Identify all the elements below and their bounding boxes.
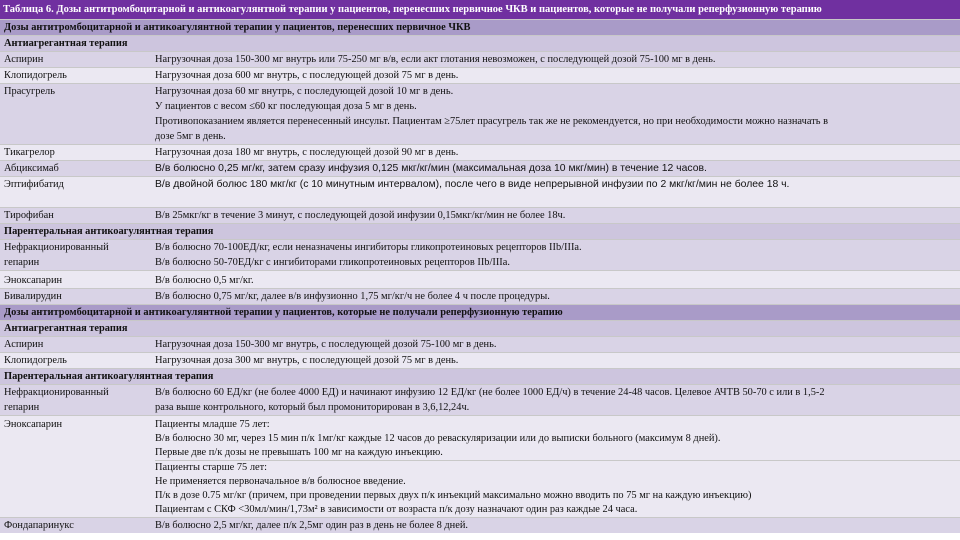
subsection-parenteral — [0, 223, 960, 239]
drug-name: Аспирин — [4, 54, 44, 65]
table-row — [0, 160, 960, 176]
drug-name — [0, 385, 151, 415]
subsection-label: Парентеральная антикоагулянтная терапия — [4, 371, 214, 382]
table-row — [0, 270, 960, 288]
dose-line: П/к в дозе 0.75 мг/кг (причем, при проведении первых двух п/к инъекций максимально можно вводить по 75 мг на каждую инъекцию) — [155, 490, 752, 501]
dose-line: раза выше контрольного, который был промониторирован в 3,6,12,24ч. — [155, 402, 470, 413]
table-row — [0, 176, 960, 207]
drug-name: Эноксапарин — [4, 419, 63, 430]
drug-name: Тикагрелор — [4, 147, 55, 158]
dose-line: В/в болюсно 30 мг, через 15 мин п/к 1мг/кг каждые 12 часов до реваскуляризации или до выписки больного (максимум 8 дней). — [155, 433, 721, 444]
drug-dose: В/в двойной болюс 180 мкг/кг (с 10 минутным интервалом), после чего в виде непрерывной инфузии по 2 мкг/кг/мин не более 18 ч. — [155, 179, 790, 190]
dose-line: Пациентам с СКФ <30мл/мин/1,73м² в зависимости от возраста п/к дозу назначают один раз каждые 24 часа. — [155, 504, 638, 515]
drug-name-line: Нефракционированный — [4, 242, 109, 253]
subsection-label: Антиагрегантная терапия — [4, 323, 128, 334]
table-row — [0, 415, 960, 517]
dose-line: Первые две п/к дозы не превышать 100 мг на каждую инъекцию. — [155, 447, 443, 458]
dose-line: Не применяется первоначальное в/в болюсное введение. — [155, 476, 406, 487]
section-header-text: Дозы антитромбоцитарной и антикоагулянтной терапии у пациентов, перенесших первичное ЧКВ — [4, 22, 471, 33]
drug-name: Эптифибатид — [4, 179, 64, 190]
drug-dose — [151, 418, 960, 517]
drug-name: Бивалирудин — [4, 291, 62, 302]
table-row — [0, 352, 960, 368]
drug-name: Тирофибан — [4, 210, 54, 221]
drug-name: Клопидогрель — [4, 355, 67, 366]
drug-dose: В/в болюсно 2,5 мг/кг, далее п/к 2,5мг один раз в день не более 8 дней. — [155, 520, 468, 531]
section-header-pci — [0, 19, 960, 35]
dose-line: Пациенты старше 75 лет: — [155, 460, 960, 475]
drug-dose: В/в болюсно 0,25 мг/кг, затем сразу инфузия 0,125 мкг/кг/мин (максимальная доза 10 мкг/мин) в течение 12 часов. — [155, 163, 707, 174]
table-row — [0, 517, 960, 533]
drug-name-line: гепарин — [4, 402, 40, 413]
subsection-label: Антиагрегантная терапия — [4, 38, 128, 49]
drug-name — [0, 240, 151, 270]
table-row — [0, 144, 960, 160]
drug-dose — [151, 385, 960, 415]
dose-line: Противопоказанием является перенесенный инсульт. Пациентам ≥75лет прасугрель так же не рекомендуется, но при необходимости можно назначать в — [155, 116, 828, 127]
drug-dose: В/в болюсно 0,5 мг/кг. — [155, 275, 254, 286]
drug-name: Эноксапарин — [4, 275, 63, 286]
dose-line: дозе 5мг в день. — [155, 131, 226, 142]
dose-line: Пациенты младше 75 лет: — [155, 419, 270, 430]
table-row — [0, 83, 960, 144]
drug-name: Фондапаринукс — [4, 520, 74, 531]
drug-dose: Нагрузочная доза 300 мг внутрь, с последующей дозой 75 мг в день. — [155, 355, 459, 366]
subsection-antiplatelet — [0, 320, 960, 336]
drug-name: Прасугрель — [4, 86, 55, 97]
dose-line: В/в болюсно 60 ЕД/кг (не более 4000 ЕД) и начинают инфузию 12 ЕД/кг (не более 1000 ЕД/ч) в течение 24-48 часов. Целевое АЧТВ 50-70 с или в 1,5-2 — [155, 387, 825, 398]
drug-dose: Нагрузочная доза 180 мг внутрь, с последующей дозой 90 мг в день. — [155, 147, 459, 158]
dose-line: Нагрузочная доза 60 мг внутрь, с последующей дозой 10 мг в день. — [155, 86, 454, 97]
drug-name-line: гепарин — [4, 257, 40, 268]
table-row — [0, 207, 960, 223]
drug-dose: Нагрузочная доза 600 мг внутрь, с последующей дозой 75 мг в день. — [155, 70, 459, 81]
table-row — [0, 336, 960, 352]
table-row — [0, 384, 960, 415]
drug-dose: В/в 25мкг/кг в течение 3 минут, с последующей дозой инфузии 0,15мкг/кг/мин не более 18ч. — [155, 210, 566, 221]
drug-dose: Нагрузочная доза 150-300 мг внутрь, с последующей дозой 75-100 мг в день. — [155, 339, 497, 350]
table-title: Таблица 6. Дозы антитромбоцитарной и антикоагулянтной терапии у пациентов, перенесших первичное ЧКВ и пациентов, которые не получали реперфузионную терапию — [0, 0, 960, 19]
drug-dose — [151, 84, 960, 144]
drug-name: Абциксимаб — [4, 163, 59, 174]
drug-dose: Нагрузочная доза 150-300 мг внутрь или 75-250 мг в/в, если акт глотания невозможен, с последующей дозой 75-100 мг в день. — [155, 54, 716, 65]
subsection-parenteral — [0, 368, 960, 384]
table-row — [0, 239, 960, 270]
section-header-noreperfusion — [0, 304, 960, 320]
drug-dose — [151, 240, 960, 270]
table-row — [0, 288, 960, 304]
subsection-antiplatelet — [0, 35, 960, 51]
section-header-text: Дозы антитромбоцитарной и антикоагулянтной терапии у пациентов, которые не получали реперфузионную терапию — [4, 307, 563, 318]
drug-name-line: Нефракционированный — [4, 387, 109, 398]
drug-dose: В/в болюсно 0,75 мг/кг, далее в/в инфузионно 1,75 мг/кг/ч не более 4 ч после процедуры. — [155, 291, 550, 302]
drug-name: Аспирин — [4, 339, 44, 350]
dose-line: В/в болюсно 50-70ЕД/кг с ингибиторами гликопротеиновых рецепторов IIb/IIIa. — [155, 257, 510, 268]
subsection-label: Парентеральная антикоагулянтная терапия — [4, 226, 214, 237]
drug-name: Клопидогрель — [4, 70, 67, 81]
table-row — [0, 67, 960, 83]
dose-line: В/в болюсно 70-100ЕД/кг, если неназначены ингибиторы гликопротеиновых рецепторов IIb/IIIa. — [155, 242, 582, 253]
dose-line: У пациентов с весом ≤60 кг последующая доза 5 мг в день. — [155, 101, 417, 112]
table-row — [0, 51, 960, 67]
